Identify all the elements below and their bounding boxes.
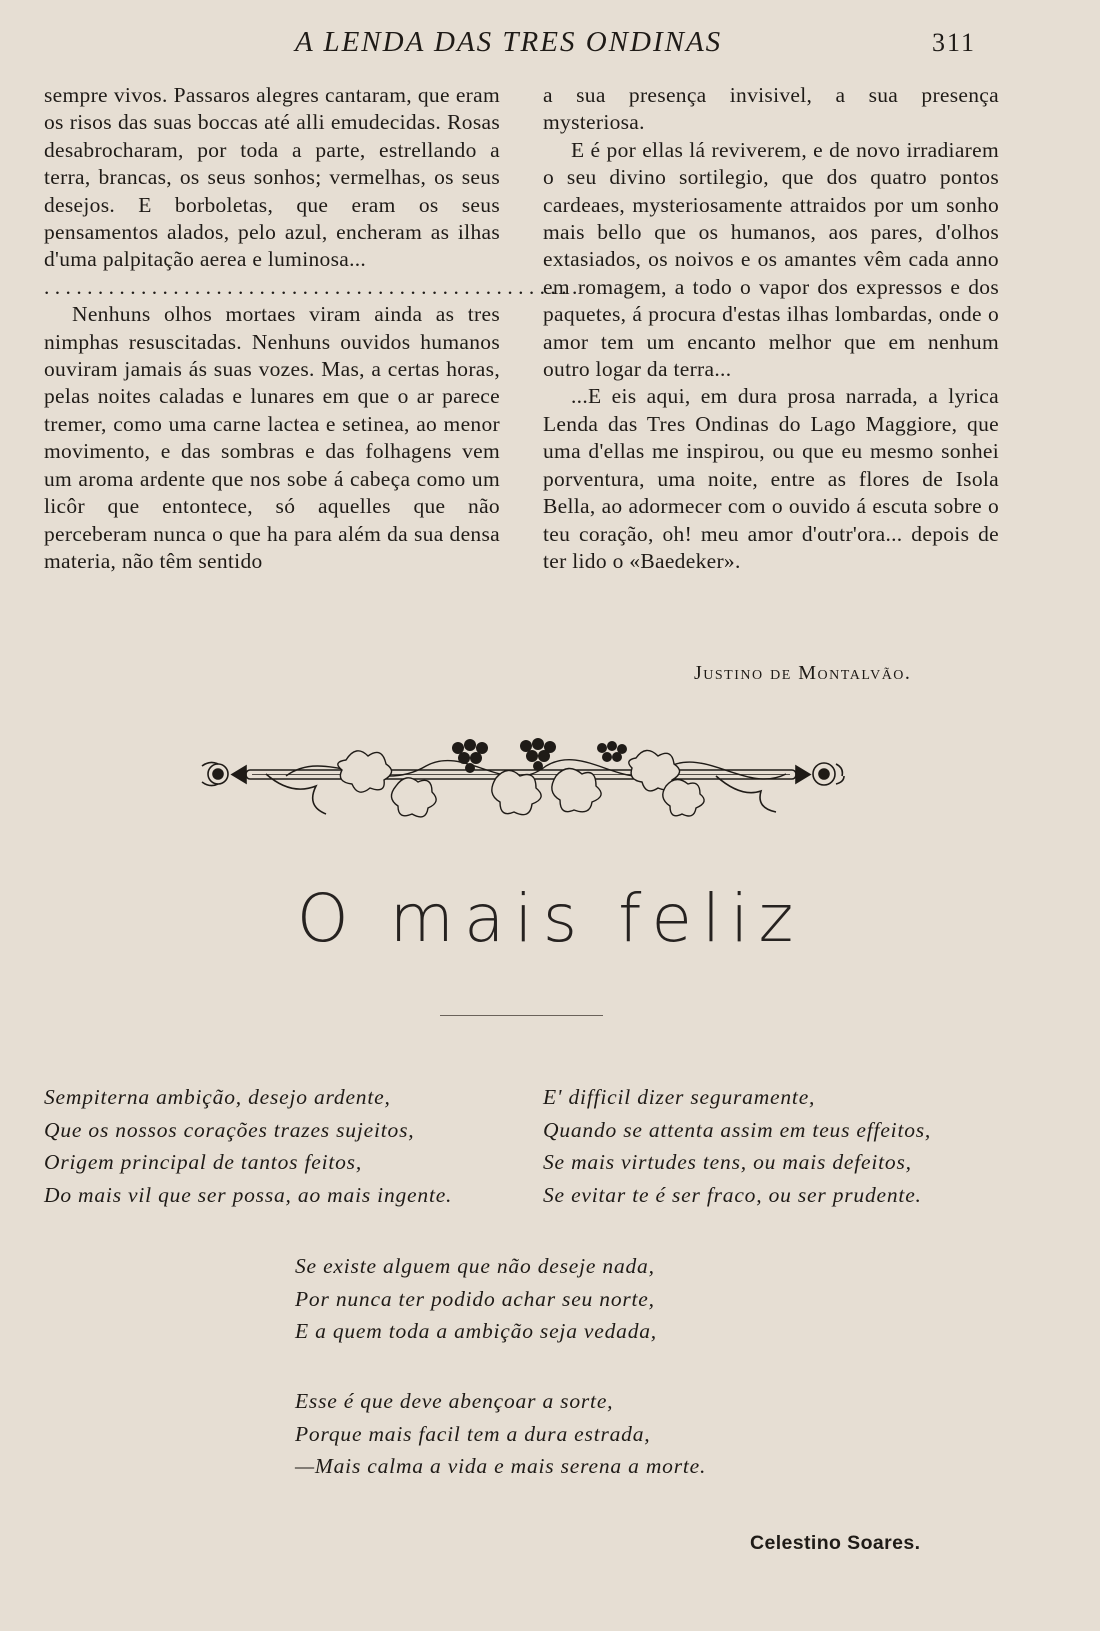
poem-stanza-1 — [44, 1081, 452, 1211]
article-right-column — [543, 82, 999, 575]
poem-title: O mais feliz — [296, 880, 804, 957]
poem-stanza-2 — [543, 1081, 931, 1211]
article-left-column — [44, 82, 583, 575]
section-separator: .................................................. — [44, 274, 583, 299]
page-number: 311 — [932, 28, 977, 57]
poem-line: E a quem toda a ambição seja vedada, — [295, 1319, 657, 1343]
running-title: A LENDA DAS TRES ONDINAS — [295, 26, 723, 58]
article-author: Justino de Montalvão. — [694, 662, 912, 684]
poem-author: Celestino Soares. — [750, 1532, 921, 1554]
poem-line: Que os nossos corações trazes sujeitos, — [44, 1117, 415, 1142]
poem-line: Origem principal de tantos feitos, — [44, 1150, 363, 1174]
article-paragraph: E é por ellas lá reviverem, e de novo irradiarem o seu divino sortilegio, que dos quatro pontos cardeaes, mysteriosamente attraidos por um sonho mais bello que os humanos, aos pares, d'olhos extasiados, os noivos e os amantes vêm cada anno em romagem, a todo o vapor dos expressos e dos paquetes, á procura d'estas ilhas lombardas, onde o amor tem um encanto melhor que em nenhum outro logar da terra... — [543, 137, 999, 382]
poem-line: Porque mais facil tem a dura estrada, — [295, 1421, 651, 1446]
article-paragraph: a sua presença invisivel, a sua presença mysteriosa. — [543, 83, 999, 135]
poem-stanza-4 — [295, 1385, 706, 1483]
poem-line: Por nunca ter podido achar seu norte, — [295, 1286, 655, 1311]
poem-line: Se mais virtudes tens, ou mais defeitos, — [543, 1150, 912, 1174]
running-head — [0, 22, 1100, 62]
poem-line: —Mais calma a vida e mais serena a morte. — [295, 1454, 707, 1478]
article-paragraph: ...E eis aqui, em dura prosa narrada, a lyrica Lenda das Tres Ondinas do Lago Maggiore, que uma d'ellas me inspirou, ou que eu mesmo sonhei porventura, uma noite, entre as flores de Isola Bella, ao adormecer com o ouvido á escuta sobre o teu coração, oh! meu amor d'outr'ora... depois de ter lido o «Baedeker». — [543, 384, 999, 573]
title-divider — [440, 1015, 603, 1016]
article-paragraph: Nenhuns olhos mortaes viram ainda as tres nimphas resuscitadas. Nenhuns ouvidos humanos ouviram jamais ás suas vozes. Mas, a certas horas, pelas noites caladas e lunares em que o ar parece tremer, como uma carne lactea e setinea, ao menor movimento, e das sombras e das folhagens vem um aroma ardente que nos sobe á cabeça como um licôr que entontece, só aquelles que não perceberam nunca o que ha para além da sua densa materia, não têm sentido — [44, 302, 500, 573]
poem-line: Se existe alguem que não deseje nada, — [295, 1254, 655, 1278]
poem-stanza-3 — [295, 1250, 657, 1348]
poem-line: Sempiterna ambição, desejo ardente, — [44, 1085, 391, 1109]
article-paragraph: sempre vivos. Passaros alegres cantaram, que eram os risos das suas boccas até alli emudecidas. Rosas desabrocharam, por toda a parte, estrellando a terra, brancas, os seus sonhos; vermelhas, os seus desejos. E borboletas, que eram os seus pensamentos alados, pelo azul, encheram as ilhas d'uma palpitação aerea e luminosa... — [44, 83, 500, 272]
poem-line: E' difficil dizer seguramente, — [543, 1085, 816, 1109]
floral-vine-ornament-icon — [196, 736, 848, 832]
poem-line: Esse é que deve abençoar a sorte, — [295, 1389, 614, 1413]
poem-line: Quando se attenta assim em teus effeitos, — [543, 1117, 932, 1142]
poem-line: Do mais vil que ser possa, ao mais ingente. — [44, 1182, 453, 1207]
poem-line: Se evitar te é ser fraco, ou ser prudente. — [543, 1182, 922, 1207]
